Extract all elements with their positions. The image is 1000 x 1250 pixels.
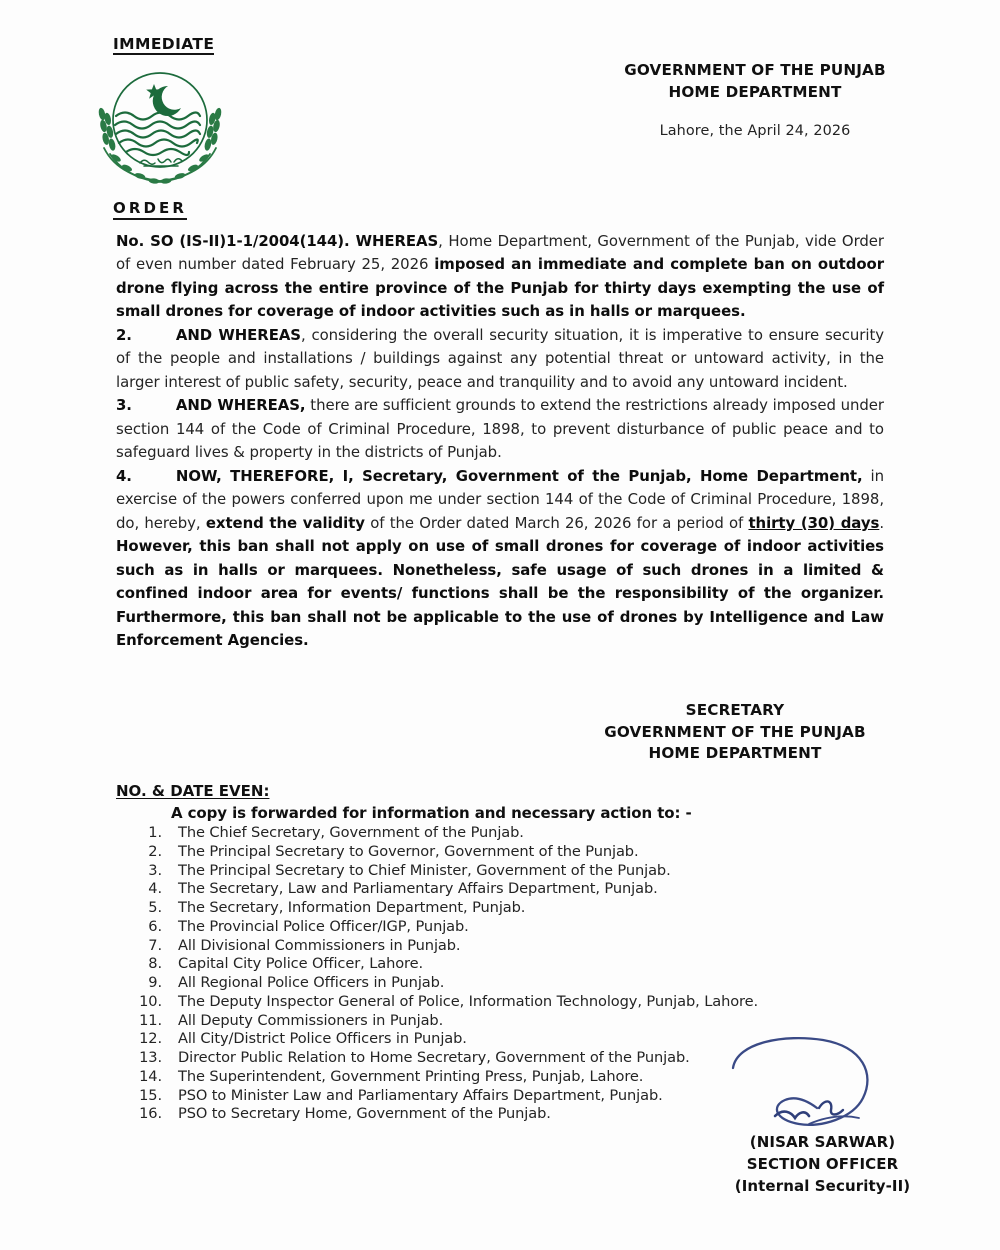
distribution-list-item — [116, 880, 816, 899]
distribution-list-item — [116, 862, 816, 881]
no-and-date-even-heading: NO. & DATE EVEN: — [116, 782, 270, 800]
distribution-item-text: The Deputy Inspector General of Police, Information Technology, Punjab, Lahore. — [178, 992, 759, 1010]
paragraph-4-number: 4. — [116, 466, 132, 485]
signatory-wing: (Internal Security-II) — [734, 1176, 911, 1195]
distribution-item-index: 6. — [148, 917, 162, 935]
paragraph-4-text-2: of the Order dated March 26, 2026 for a period of — [364, 513, 749, 532]
distribution-list-item — [116, 937, 816, 956]
distribution-item-index: 9. — [148, 974, 162, 991]
paragraph-2-lead: AND WHEREAS — [175, 325, 301, 344]
distribution-item-text: Capital City Police Officer, Lahore. — [178, 955, 424, 973]
distribution-list-item — [116, 918, 816, 937]
paragraph-1 — [116, 230, 884, 324]
punjab-government-emblem-icon — [82, 62, 238, 190]
distribution-item-text: The Principal Secretary to Governor, Government of the Punjab. — [178, 842, 639, 860]
handwritten-signature-icon — [713, 1032, 903, 1142]
paragraph-2 — [116, 324, 884, 394]
distribution-item-index: 12. — [139, 1030, 162, 1048]
signatory-designation: SECTION OFFICER — [746, 1154, 899, 1173]
priority-stamp: IMMEDIATE — [113, 36, 214, 55]
distribution-item-index: 7. — [148, 936, 162, 954]
issuing-authority-block — [520, 700, 950, 765]
paragraph-3-number: 3. — [116, 396, 132, 415]
header-place-date: Lahore, the April 24, 2026 — [659, 123, 851, 140]
distribution-item-text: The Chief Secretary, Government of the Punjab. — [178, 824, 524, 841]
paragraph-3-lead: AND WHEREAS, — [175, 396, 306, 415]
order-heading: ORDER — [113, 199, 187, 220]
distribution-item-text: The Secretary, Law and Parliamentary Affairs Department, Punjab. — [178, 880, 658, 898]
distribution-item-index: 13. — [139, 1049, 162, 1066]
distribution-list-item — [116, 899, 816, 918]
distribution-item-text: All Deputy Commissioners in Punjab. — [178, 1011, 444, 1029]
distribution-list-item — [116, 824, 816, 843]
paragraph-4-text-1: in exercise of the powers conferred upon me under section 144 of the Code of Criminal Procedure, 1898, do, hereby, — [116, 466, 884, 532]
distribution-item-index: 4. — [148, 880, 162, 898]
authority-line-2: GOVERNMENT OF THE PUNJAB — [604, 722, 866, 741]
distribution-item-text: Director Public Relation to Home Secretary, Government of the Punjab. — [178, 1049, 690, 1066]
copy-forwarded-line: A copy is forwarded for information and necessary action to: - — [171, 804, 692, 822]
distribution-item-index: 14. — [139, 1067, 162, 1085]
distribution-list-item — [116, 1012, 816, 1031]
paragraph-4-text-3: . — [879, 513, 884, 532]
header-org-line-2: HOME DEPARTMENT — [668, 82, 842, 101]
paragraph-1-plain: , Home Department, Government of the Punjab, vide Order of even number dated February 25, 2026 — [116, 232, 884, 274]
paragraph-4-duration: thirty (30) days — [748, 513, 880, 532]
order-reference-number: No. SO (IS-II)1-1/2004(144). WHEREAS — [116, 232, 439, 250]
distribution-item-index: 5. — [148, 899, 162, 916]
distribution-list-item — [116, 993, 816, 1012]
distribution-item-index: 8. — [148, 955, 162, 973]
distribution-item-index: 3. — [148, 861, 162, 879]
document-header — [560, 60, 950, 139]
authority-line-3: HOME DEPARTMENT — [648, 744, 822, 763]
signatory-name: (NISAR SARWAR) — [749, 1133, 896, 1151]
paragraph-4-exemption-clause: However, this ban shall not apply on use of small drones for coverage of indoor activities such as in halls or marquees. Nonetheless, safe usage of such drones in a limited & confined indoor area for events/ functions shall be the responsibility of the organizer. Furthermore, this ban shall not be applicable to the use of drones by Intelligence and Law Enforcement Agencies. — [116, 537, 884, 649]
paragraph-2-text: , considering the overall security situation, it is imperative to ensure security of the people and installations / buildings against any potential threat or untoward activity, in the larger interest of public safety, security, peace and tranquility and to avoid any untoward incident. — [116, 325, 884, 391]
paragraph-4-lead: NOW, THEREFORE, I, Secretary, Government of the Punjab, Home Department, — [175, 466, 863, 485]
distribution-list-item — [116, 843, 816, 862]
paragraph-2-number: 2. — [116, 325, 132, 344]
distribution-item-index: 1. — [148, 824, 162, 841]
order-body — [116, 230, 884, 652]
distribution-item-index: 11. — [139, 1011, 162, 1029]
paragraph-3-text: there are sufficient grounds to extend the restrictions already imposed under section 144 of the Code of Criminal Procedure, 1898, to prevent disturbance of public peace and to safeguard lives & property in the districts of Punjab. — [116, 396, 884, 462]
distribution-item-index: 16. — [139, 1105, 162, 1123]
paragraph-3 — [116, 394, 884, 464]
distribution-item-text: The Principal Secretary to Chief Minister, Government of the Punjab. — [178, 861, 671, 879]
distribution-item-index: 2. — [148, 842, 162, 860]
paragraph-1-bold: imposed an immediate and complete ban on outdoor drone flying across the entire province of the Punjab for thirty days exempting the use of small drones for coverage of indoor activities such as in halls or marquees. — [116, 255, 884, 321]
signatory-details — [695, 1132, 950, 1197]
distribution-item-text: The Provincial Police Officer/IGP, Punjab. — [178, 917, 469, 935]
authority-line-1: SECRETARY — [685, 701, 785, 719]
distribution-item-text: All Divisional Commissioners in Punjab. — [178, 936, 461, 954]
distribution-item-index: 15. — [139, 1086, 162, 1104]
distribution-item-text: The Superintendent, Government Printing Press, Punjab, Lahore. — [178, 1067, 644, 1085]
header-org-line-1: GOVERNMENT OF THE PUNJAB — [624, 61, 886, 79]
distribution-list-item — [116, 974, 816, 993]
signatory-block — [695, 1032, 950, 1217]
distribution-item-text: All City/District Police Officers in Punjab. — [178, 1030, 467, 1048]
paragraph-4 — [116, 465, 884, 653]
distribution-item-text: PSO to Secretary Home, Government of the Punjab. — [178, 1105, 551, 1123]
distribution-item-text: The Secretary, Information Department, Punjab. — [178, 899, 526, 916]
distribution-item-index: 10. — [139, 992, 162, 1010]
distribution-item-text: All Regional Police Officers in Punjab. — [178, 974, 445, 991]
paragraph-4-extend-validity: extend the validity — [205, 513, 365, 532]
distribution-item-text: PSO to Minister Law and Parliamentary Affairs Department, Punjab. — [178, 1086, 663, 1104]
distribution-list-item — [116, 955, 816, 974]
